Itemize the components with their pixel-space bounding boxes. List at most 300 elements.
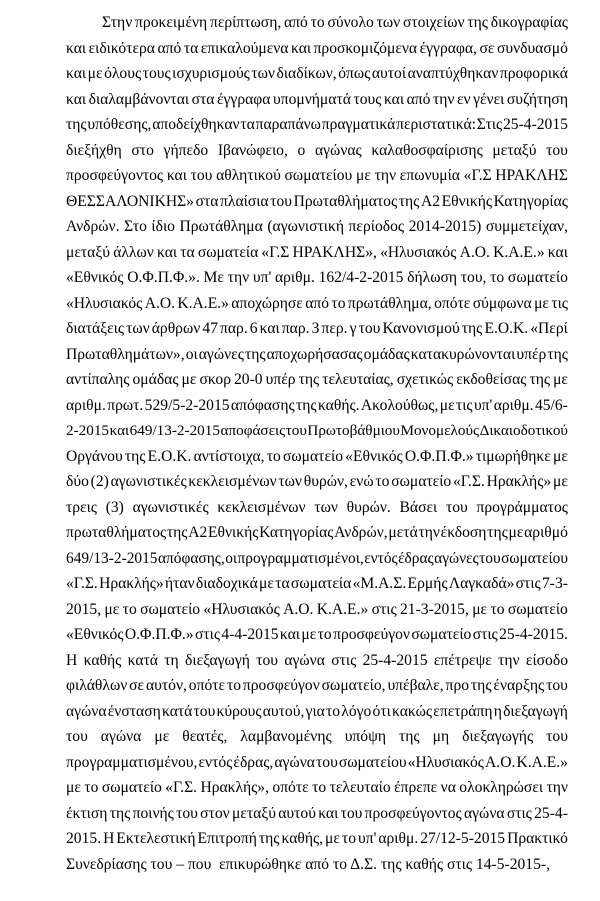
word: ΘΕΣΣΑΛΟΝΙΚΗΣ» [66, 192, 194, 210]
word: Α2 [420, 192, 440, 210]
text-line [66, 87, 568, 113]
word: Κ.Α.Ε.» [516, 753, 568, 771]
word: αγώνα [464, 804, 505, 822]
word: από [157, 39, 182, 57]
word: ίδιο [151, 218, 175, 235]
word: του [256, 651, 278, 669]
text-line [66, 418, 568, 444]
word: το [317, 626, 332, 643]
word: τους [142, 65, 171, 82]
word: σωματείο [391, 473, 452, 490]
word: από [284, 14, 308, 31]
word: των [376, 14, 401, 31]
word: τα [180, 243, 195, 261]
word: αυτοί [371, 65, 407, 82]
word: προσφεύγοντος [364, 804, 462, 822]
word: των [314, 498, 338, 516]
word: παρ. [220, 320, 248, 337]
word: Κατηγορίας [493, 192, 568, 210]
word: γ [349, 320, 357, 337]
word: της [547, 345, 568, 363]
word: μεταξύ [492, 141, 537, 159]
word: αγώνα [274, 753, 315, 771]
word: Ακολούθως, [360, 396, 439, 414]
word: της [124, 447, 146, 465]
word: Στις [476, 116, 503, 133]
word: και [166, 167, 187, 184]
word: όλους [104, 65, 142, 82]
word: των [251, 65, 275, 82]
word: ομάδας [132, 371, 179, 388]
word: το [312, 779, 327, 796]
word: θυρών, [303, 473, 348, 490]
word: πρωτ. [107, 396, 144, 414]
text-line [66, 724, 568, 750]
word: 45/6- [534, 396, 568, 414]
text-line [66, 342, 568, 368]
word: Α.Ο. [485, 753, 516, 771]
word: διεξήχθη [66, 141, 122, 159]
word: Α.Ο. [283, 600, 314, 618]
text-line [66, 597, 568, 623]
text-line [66, 240, 568, 266]
word: 27/12-5-2015 [420, 830, 506, 847]
word: οι [225, 549, 238, 567]
word: της [398, 192, 420, 210]
word: κακώς [392, 702, 433, 720]
word: γένει [473, 90, 505, 108]
word: της [487, 524, 508, 541]
word: Ηρακλής» [99, 575, 164, 592]
word: καθής. [317, 396, 360, 414]
word: γήπεδο [163, 141, 209, 159]
word: κατά [127, 651, 158, 669]
word: σχετικώς [396, 371, 454, 388]
word: προγραμματισμένου, [66, 753, 198, 771]
word: έδρας [398, 549, 434, 567]
word: τους [353, 90, 382, 108]
word: της [109, 804, 131, 822]
word: το [226, 677, 242, 694]
word: στα [195, 192, 219, 210]
word: σε [129, 677, 145, 694]
word: καθής, [281, 830, 324, 847]
word: συνδυασμό [496, 39, 568, 57]
word: 2015, [66, 600, 102, 618]
word: Ε.Ο.Κ. [147, 447, 192, 465]
word: «Ηλυσιακός [380, 243, 457, 261]
word: Επιτροπή [197, 830, 257, 847]
word: (αγωνιστική [267, 218, 345, 235]
word: την [227, 269, 250, 286]
word: προσκομιζόμενα [313, 39, 418, 57]
word: την [374, 167, 397, 184]
word: «Γ.Σ [261, 243, 290, 261]
word: σωματείο [140, 600, 201, 618]
word: διεξαγωγής [462, 728, 534, 745]
word: και [156, 243, 178, 261]
word: απόφασης, [157, 549, 225, 567]
text-line [66, 316, 568, 342]
word: 47 [202, 320, 218, 337]
word: επετράπη [433, 702, 493, 720]
word: Ιβανώφειο, [217, 141, 288, 159]
word: «Γ.Σ. [66, 575, 98, 592]
word: θυρών. [346, 498, 391, 516]
word: κεκλεισμένων [217, 498, 306, 516]
word: 649/13-2-2015 [66, 549, 158, 567]
word: Εκτελεστική [116, 830, 196, 847]
word: το [490, 600, 505, 618]
word: περ. [321, 320, 348, 337]
word: Α2 [188, 524, 208, 541]
word: μεταξύ [231, 804, 276, 822]
word: με [355, 167, 371, 184]
word: οπότε [434, 294, 471, 312]
word: στις [506, 804, 532, 822]
word: και [259, 320, 280, 337]
word: προγραμματισμένοι, [237, 549, 364, 567]
word: Ηρακλής» [486, 473, 552, 490]
word: έκδοση [440, 524, 487, 541]
word: σωματεία [197, 243, 259, 261]
word: Α.Ο. [144, 294, 176, 312]
word: Εθνικής [441, 192, 493, 210]
word: αθλητικού [216, 167, 281, 184]
text-line [66, 138, 568, 164]
word: 6 [249, 320, 258, 337]
word: 25-4- [534, 804, 568, 822]
word: «Εθνικός [345, 447, 403, 465]
word: σωματείο [282, 447, 343, 465]
text-line [66, 265, 568, 291]
word: στον [200, 804, 230, 822]
word: διαδοχικά [195, 575, 258, 592]
word: επέτρεψε [433, 651, 492, 669]
word: και [66, 90, 87, 108]
word: διεξαγωγή [185, 651, 250, 669]
word: στις [371, 600, 397, 618]
word: Ερμής [407, 575, 448, 592]
word: αριθμό [524, 524, 568, 541]
word: το [375, 473, 390, 490]
text-line [66, 673, 568, 699]
word: ότι [372, 702, 391, 720]
word: σωματείο [101, 779, 162, 796]
word: του, [460, 269, 487, 286]
word: «Μ.Α.Σ. [352, 575, 407, 592]
word: σε [479, 39, 495, 57]
word: Στην [102, 14, 133, 31]
word: σωματείο [411, 626, 472, 643]
word: είσοδο [525, 651, 568, 669]
word: Μονομελούς [400, 422, 480, 439]
word: τελευταίας, [322, 371, 394, 388]
word: των [278, 473, 302, 490]
word: αγώνα [66, 702, 107, 720]
word: την [418, 524, 440, 541]
word: μη [432, 728, 450, 745]
word: καθής [83, 651, 122, 669]
word: σωματεία [290, 575, 352, 592]
word: με [553, 371, 568, 388]
word: Ο.Φ.Π.Φ.» [124, 626, 194, 643]
word: ποινής [132, 804, 174, 822]
word: αριθμ. [274, 269, 315, 286]
word: υπ' [357, 830, 377, 847]
word: έκτιση [66, 804, 108, 822]
word: υπόψη [344, 728, 386, 745]
word: στοιχείων [402, 14, 465, 31]
word: «Ηλυσιακός [203, 600, 280, 618]
word: το [341, 830, 356, 847]
word: της [467, 14, 488, 31]
word: και [66, 39, 87, 57]
word: προ [445, 677, 470, 694]
word: με [553, 447, 568, 465]
word: διατάξεις [66, 320, 125, 337]
word: συμμετείχαν, [485, 218, 568, 235]
word: στις [472, 626, 498, 643]
word: 25-4-2015 [362, 651, 428, 669]
word: αγωνιστικές [132, 498, 209, 516]
word: σύνολο [327, 14, 374, 31]
word: υπέρ [265, 371, 296, 388]
word: Κ.Α.Ε.» [177, 294, 229, 312]
word: της [166, 524, 188, 541]
word: υπέρ [516, 345, 547, 363]
word: της [296, 396, 317, 414]
text-line [66, 291, 568, 317]
word: περίπτωση, [209, 14, 282, 31]
word: το [84, 779, 99, 796]
text-line [66, 775, 568, 801]
word: Με [203, 269, 224, 286]
word: προσφεύγον [333, 626, 410, 643]
word: του [546, 677, 568, 694]
word: αποχωρήσασας [266, 345, 363, 363]
word: και [290, 39, 312, 57]
word: με [508, 524, 524, 541]
word: πρωτάθλημα, [347, 294, 432, 312]
word: συζήτηση [506, 90, 568, 108]
word: με [154, 728, 170, 745]
word: 20-0 [234, 371, 263, 388]
word: ο [297, 141, 306, 159]
word: με [552, 473, 568, 490]
word: παραπάνω [255, 116, 321, 133]
word: αγώνας [315, 141, 362, 159]
word: λόγο [341, 702, 372, 720]
word: της [298, 371, 320, 388]
word: τις [551, 294, 568, 312]
word: «Ηλυσιακός [407, 753, 484, 771]
word: 2-2015 [66, 422, 110, 439]
word: Κ.Α.Ε.» [493, 243, 545, 261]
word: τελευταίο [329, 779, 391, 796]
body-paragraph [66, 10, 568, 877]
word: αγώνες [198, 345, 244, 363]
word: οι [185, 345, 198, 363]
word: 7-3- [541, 575, 568, 592]
word: υπ' [473, 396, 493, 414]
word: Πρωταθλημάτων», [66, 345, 185, 363]
word: 25-4-2015 [502, 116, 568, 133]
word: με [534, 294, 549, 312]
word: έδρας, [233, 753, 274, 771]
word: από [305, 294, 330, 312]
text-line [66, 112, 568, 138]
text-line [66, 750, 568, 776]
word: το [490, 269, 505, 286]
word: και [109, 422, 130, 439]
word: εντός [198, 753, 233, 771]
word: των [126, 320, 150, 337]
word: καλαθοσφαίρισης [371, 141, 483, 159]
text-line [66, 444, 568, 470]
word: στα [191, 90, 215, 108]
word: φιλάθλων [66, 677, 128, 694]
word: υπόθεσης, [87, 116, 152, 133]
text-line [66, 826, 568, 852]
word: στο [131, 141, 154, 159]
word: δύο [66, 473, 89, 490]
word: διαδίκων, [276, 65, 337, 82]
word: Δικαιοδοτικού [479, 422, 568, 439]
word: λαμβανομένης [240, 728, 332, 745]
word: «Εθνικός [66, 269, 124, 286]
word: πλαίσια [220, 192, 269, 210]
text-line [66, 163, 568, 189]
word: τα [275, 575, 290, 592]
word: οπότε [188, 677, 226, 694]
word: το [331, 294, 346, 312]
word: με [66, 779, 81, 796]
word: αγώνα [284, 651, 325, 669]
word: για [305, 702, 325, 720]
word: πραγματικά [321, 116, 396, 133]
word: του [340, 804, 363, 822]
word: της [258, 830, 280, 847]
word: 2015. [66, 830, 102, 847]
word: απόφασης [230, 396, 295, 414]
word: το [310, 14, 325, 31]
word: ολοκληρώσει [459, 779, 544, 796]
word: τρεις [66, 498, 97, 516]
word: δικογραφίας [490, 14, 568, 31]
word: εκδοθείσας [456, 371, 527, 388]
word: την [498, 651, 520, 669]
text-line [66, 10, 568, 36]
word: τις [455, 396, 473, 414]
word: εν [456, 90, 471, 108]
word: αυτού, [262, 702, 305, 720]
word: του [546, 141, 568, 159]
word: προγράμματος [476, 498, 568, 516]
word: του [358, 320, 381, 337]
word: τα [183, 39, 199, 57]
word: έπρεπε [394, 779, 438, 796]
word: σωματείο [507, 600, 568, 618]
word: με [104, 600, 120, 618]
word: ειδικότερα [88, 39, 155, 57]
word: αυτού [278, 804, 316, 822]
word: οπότε [272, 779, 309, 796]
word: το [326, 702, 341, 720]
word: σωματείου [501, 549, 568, 567]
word: 649/13-2-2015 [129, 422, 220, 439]
word: αγώνες [434, 549, 479, 567]
word: επικαλούμενα [200, 39, 289, 57]
text-line [66, 214, 568, 240]
word: πρωταθλήματος [66, 524, 167, 541]
word: Λαγκαδά» [448, 575, 515, 592]
word: 4-4-2015 [221, 626, 279, 643]
word: της [529, 371, 551, 388]
word: αποφάσεις [220, 422, 286, 439]
word: 3 [311, 320, 320, 337]
word: στις [331, 651, 357, 669]
word: προκειμένη [135, 14, 208, 31]
word: προφορικά [499, 65, 568, 82]
word: και [318, 804, 339, 822]
word: με [439, 396, 455, 414]
word: προσφεύγον [242, 677, 320, 694]
word: Ανδρών, [334, 524, 388, 541]
word: τη [164, 651, 179, 669]
word: Ε.Ο.Κ. [484, 320, 529, 337]
word: αποδείχθηκαν [152, 116, 240, 133]
word: κύρους [216, 702, 262, 720]
word: με [325, 830, 340, 847]
word: «Ηλυσιακός [66, 294, 143, 312]
word: του [66, 728, 88, 745]
word: Βάσει [399, 498, 438, 516]
word: το [266, 447, 281, 465]
word: και [66, 65, 87, 82]
word: περιστατικά: [396, 116, 477, 133]
word: (2) [90, 473, 109, 490]
word: διαλαμβάνονται [88, 90, 190, 108]
word: της [470, 677, 492, 694]
word: Κατηγορίας [259, 524, 334, 541]
word: «Γ.Σ [463, 167, 492, 184]
word: σωματείο [507, 269, 568, 286]
word: 25-4-2015. [499, 626, 568, 643]
word: εντός [364, 549, 398, 567]
word: της [66, 116, 87, 133]
word: κατακυρώνονται [410, 345, 516, 363]
text-line [66, 648, 568, 674]
word: έναρξης [493, 677, 545, 694]
word: επωνυμία [399, 167, 460, 184]
text-line [66, 61, 568, 87]
word: αριθμ. [66, 396, 106, 414]
word: ένσταση [107, 702, 161, 720]
word: 21-3-2015, [399, 600, 469, 618]
word: αγώνα [100, 728, 142, 745]
word: με [259, 575, 274, 592]
word: Οργάνου [66, 447, 123, 465]
word: σωματείο, [321, 677, 386, 694]
word: αριθμ. [493, 396, 534, 414]
word: μεταξύ [66, 243, 111, 261]
word: σωματείου [338, 753, 407, 771]
word: με [472, 600, 488, 618]
word: Κ.Α.Ε.» [316, 600, 369, 618]
word: ισχυρισμούς [172, 65, 250, 82]
word: Πρωτοβάθμιου [307, 422, 400, 439]
